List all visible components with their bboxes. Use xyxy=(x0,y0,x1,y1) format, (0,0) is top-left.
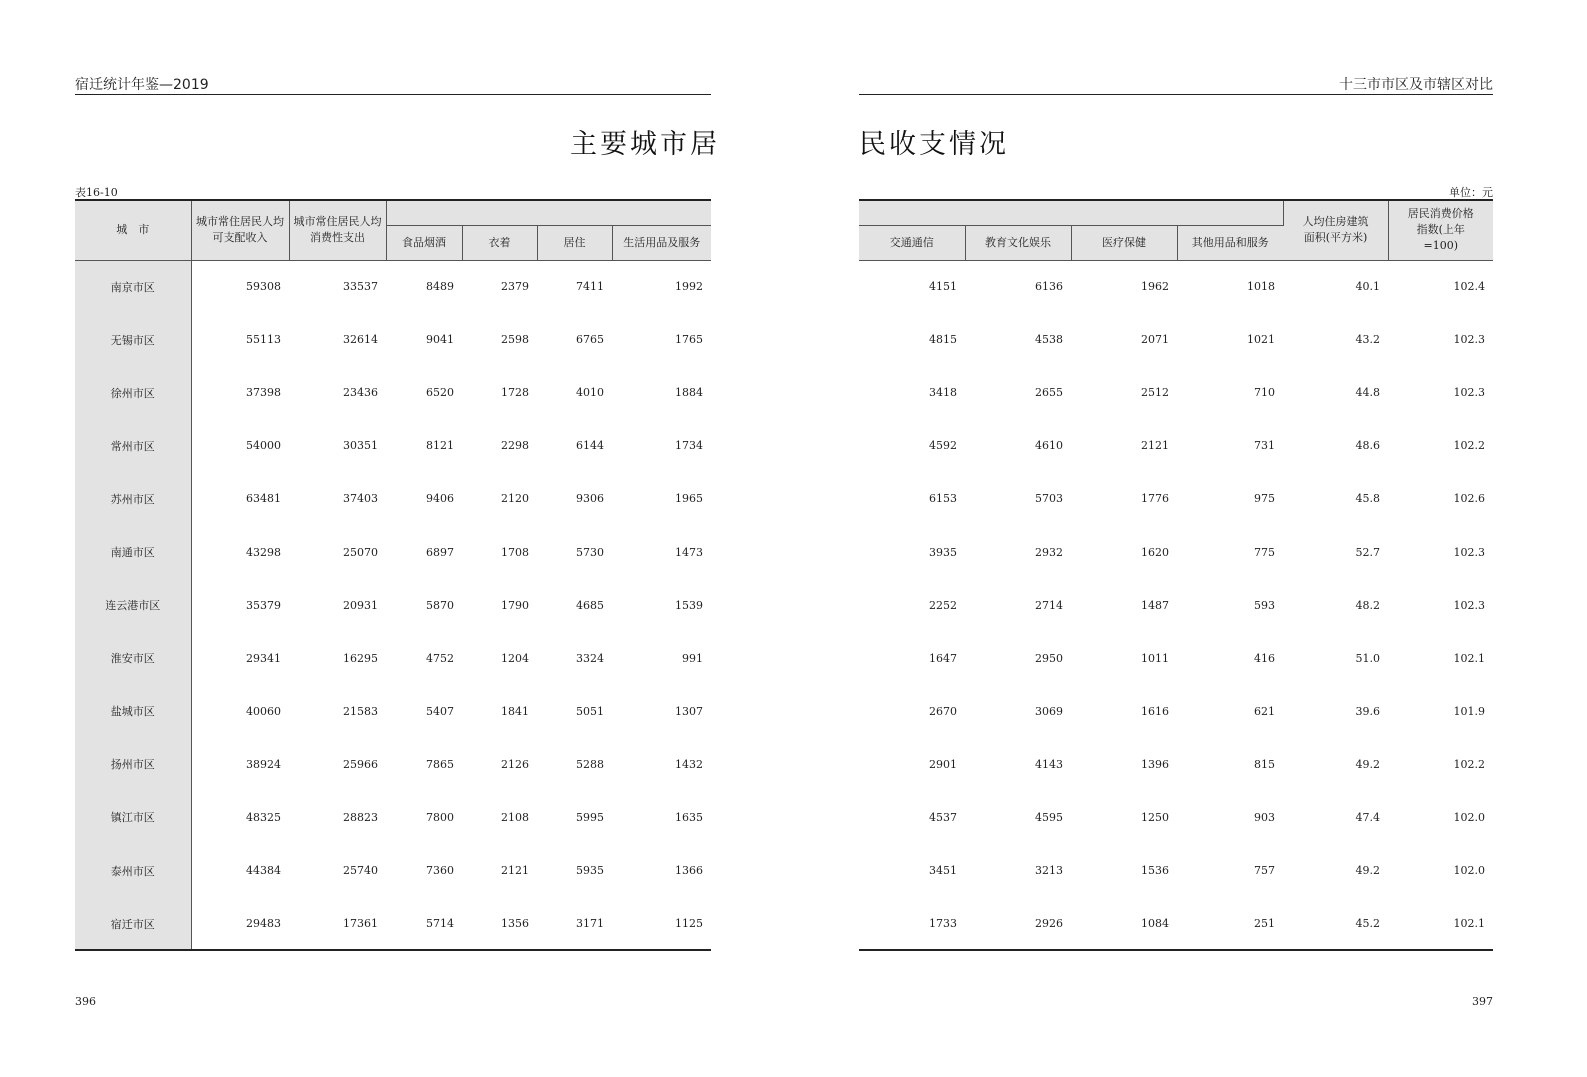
cell-daily: 1366 xyxy=(675,864,703,878)
cell-income: 55113 xyxy=(246,333,281,347)
cell-housing: 5730 xyxy=(576,545,604,559)
header-expense: 城市常住居民人均消费性支出 xyxy=(289,201,386,260)
cell-expense: 16295 xyxy=(343,651,378,665)
cell-clothing: 1356 xyxy=(501,917,529,931)
cell-expense: 32614 xyxy=(343,333,378,347)
table-number: 表16-10 xyxy=(75,186,118,199)
cell-housing: 4010 xyxy=(576,386,604,400)
cell-city: 无锡市区 xyxy=(75,313,191,366)
header-income: 城市常住居民人均可支配收入 xyxy=(191,201,289,260)
cell-daily: 1307 xyxy=(675,704,703,718)
header-blank-group-left xyxy=(386,201,711,225)
cell-income: 59308 xyxy=(246,280,281,294)
table-row xyxy=(75,472,711,525)
cell-education: 4595 xyxy=(1035,810,1063,824)
cell-city: 连云港市区 xyxy=(75,579,191,632)
cell-clothing: 2379 xyxy=(501,280,529,294)
page-title-right: 民收支情况 xyxy=(859,129,1009,160)
cell-medical: 1084 xyxy=(1141,917,1169,931)
cell-daily: 1765 xyxy=(675,333,703,347)
cell-daily: 1473 xyxy=(675,545,703,559)
cell-area: 48.2 xyxy=(1355,598,1380,612)
left-page xyxy=(0,0,793,1077)
cell-cpi: 102.2 xyxy=(1453,757,1485,771)
cell-transport: 3451 xyxy=(929,864,957,878)
cell-expense: 25740 xyxy=(343,864,378,878)
cell-food: 9406 xyxy=(426,492,454,506)
cell-expense: 21583 xyxy=(343,704,378,718)
table-row xyxy=(859,419,1493,472)
cell-transport: 1733 xyxy=(929,917,957,931)
table-row xyxy=(75,738,711,791)
cell-clothing: 1728 xyxy=(501,386,529,400)
cell-education: 2950 xyxy=(1035,651,1063,665)
cell-other: 621 xyxy=(1254,704,1275,718)
cell-area: 45.2 xyxy=(1355,917,1380,931)
cell-medical: 2071 xyxy=(1141,333,1169,347)
cell-income: 37398 xyxy=(246,386,281,400)
cell-food: 8489 xyxy=(426,280,454,294)
cell-cpi: 102.3 xyxy=(1453,598,1485,612)
cell-housing: 7411 xyxy=(576,280,604,294)
cell-other: 593 xyxy=(1254,598,1275,612)
cell-education: 5703 xyxy=(1035,492,1063,506)
table-row xyxy=(859,313,1493,366)
table-row xyxy=(75,791,711,844)
data-table-left xyxy=(75,201,711,950)
cell-income: 63481 xyxy=(246,492,281,506)
cell-city: 淮安市区 xyxy=(75,632,191,685)
cell-medical: 1250 xyxy=(1141,810,1169,824)
cell-cpi: 102.2 xyxy=(1453,439,1485,453)
cell-medical: 1776 xyxy=(1141,492,1169,506)
cell-other: 1018 xyxy=(1247,280,1275,294)
cell-education: 4538 xyxy=(1035,333,1063,347)
table-row xyxy=(75,632,711,685)
table-row xyxy=(859,844,1493,897)
cell-transport: 2901 xyxy=(929,757,957,771)
cell-clothing: 2108 xyxy=(501,810,529,824)
header-housing: 居住 xyxy=(537,225,612,260)
cell-city: 南通市区 xyxy=(75,525,191,578)
cell-education: 3069 xyxy=(1035,704,1063,718)
table-row xyxy=(75,366,711,419)
cell-daily: 1992 xyxy=(675,280,703,294)
cell-area: 39.6 xyxy=(1355,704,1380,718)
cell-transport: 4151 xyxy=(929,280,957,294)
cell-housing: 3324 xyxy=(576,651,604,665)
cell-daily: 1539 xyxy=(675,598,703,612)
cell-education: 4143 xyxy=(1035,757,1063,771)
cell-education: 2714 xyxy=(1035,598,1063,612)
cell-clothing: 1841 xyxy=(501,704,529,718)
cell-food: 4752 xyxy=(426,651,454,665)
cell-medical: 1536 xyxy=(1141,864,1169,878)
cell-transport: 4592 xyxy=(929,439,957,453)
cell-food: 9041 xyxy=(426,333,454,347)
cell-daily: 1734 xyxy=(675,439,703,453)
cell-expense: 25070 xyxy=(343,545,378,559)
cell-cpi: 102.0 xyxy=(1453,864,1485,878)
table-row xyxy=(859,579,1493,632)
cell-other: 903 xyxy=(1254,810,1275,824)
table-row xyxy=(75,260,711,313)
header-housing-area: 人均住房建筑面积(平方米) xyxy=(1283,201,1388,260)
cell-income: 54000 xyxy=(246,439,281,453)
table-row xyxy=(859,525,1493,578)
table-row xyxy=(75,897,711,950)
header-daily: 生活用品及服务 xyxy=(612,225,711,260)
cell-other: 815 xyxy=(1254,757,1275,771)
table-bottom-rule-right xyxy=(859,949,1493,951)
cell-area: 52.7 xyxy=(1355,545,1380,559)
header-rule-left xyxy=(75,94,711,95)
cell-expense: 30351 xyxy=(343,439,378,453)
cell-medical: 1011 xyxy=(1141,651,1169,665)
page-title-left: 主要城市居 xyxy=(570,129,720,160)
unit-label: 单位：元 xyxy=(1449,186,1493,199)
header-medical: 医疗保健 xyxy=(1071,225,1177,260)
cell-income: 29483 xyxy=(246,917,281,931)
cell-medical: 1620 xyxy=(1141,545,1169,559)
cell-transport: 3418 xyxy=(929,386,957,400)
cell-medical: 1616 xyxy=(1141,704,1169,718)
cell-transport: 6153 xyxy=(929,492,957,506)
cell-other: 710 xyxy=(1254,386,1275,400)
header-cpi: 居民消费价格指数(上年=100) xyxy=(1388,201,1493,260)
table-row xyxy=(859,685,1493,738)
table-row xyxy=(75,419,711,472)
cell-area: 44.8 xyxy=(1355,386,1380,400)
cell-daily: 1432 xyxy=(675,757,703,771)
cell-housing: 5995 xyxy=(576,810,604,824)
cell-education: 2926 xyxy=(1035,917,1063,931)
cell-housing: 6144 xyxy=(576,439,604,453)
cell-food: 5714 xyxy=(426,917,454,931)
cell-transport: 3935 xyxy=(929,545,957,559)
cell-income: 48325 xyxy=(246,810,281,824)
cell-area: 40.1 xyxy=(1355,280,1380,294)
cell-cpi: 102.1 xyxy=(1453,917,1485,931)
cell-education: 4610 xyxy=(1035,439,1063,453)
cell-city: 徐州市区 xyxy=(75,366,191,419)
cell-food: 5870 xyxy=(426,598,454,612)
cell-housing: 3171 xyxy=(576,917,604,931)
table-row xyxy=(859,897,1493,950)
cell-housing: 9306 xyxy=(576,492,604,506)
cell-other: 251 xyxy=(1254,917,1275,931)
cell-area: 45.8 xyxy=(1355,492,1380,506)
cell-expense: 17361 xyxy=(343,917,378,931)
cell-food: 7360 xyxy=(426,864,454,878)
cell-clothing: 2121 xyxy=(501,864,529,878)
header-transport: 交通通信 xyxy=(859,225,965,260)
cell-other: 416 xyxy=(1254,651,1275,665)
cell-income: 40060 xyxy=(246,704,281,718)
cell-area: 48.6 xyxy=(1355,439,1380,453)
header-blank-group-right xyxy=(859,201,1283,225)
cell-medical: 1396 xyxy=(1141,757,1169,771)
table-row xyxy=(859,738,1493,791)
cell-cpi: 102.6 xyxy=(1453,492,1485,506)
cell-medical: 2512 xyxy=(1141,386,1169,400)
cell-daily: 1965 xyxy=(675,492,703,506)
table-row xyxy=(859,366,1493,419)
cell-food: 6520 xyxy=(426,386,454,400)
cell-transport: 1647 xyxy=(929,651,957,665)
header-rule-right xyxy=(859,94,1493,95)
cell-education: 3213 xyxy=(1035,864,1063,878)
cell-other: 731 xyxy=(1254,439,1275,453)
table-row xyxy=(859,472,1493,525)
cell-area: 43.2 xyxy=(1355,333,1380,347)
cell-cpi: 101.9 xyxy=(1453,704,1485,718)
table-row xyxy=(75,579,711,632)
cell-other: 757 xyxy=(1254,864,1275,878)
cell-daily: 1884 xyxy=(675,386,703,400)
page-number-right: 397 xyxy=(1472,995,1493,1008)
cell-area: 49.2 xyxy=(1355,864,1380,878)
cell-city: 南京市区 xyxy=(75,260,191,313)
cell-expense: 28823 xyxy=(343,810,378,824)
cell-area: 49.2 xyxy=(1355,757,1380,771)
cell-city: 苏州市区 xyxy=(75,472,191,525)
table-row xyxy=(859,260,1493,313)
cell-expense: 20931 xyxy=(343,598,378,612)
header-clothing: 衣着 xyxy=(462,225,537,260)
cell-cpi: 102.3 xyxy=(1453,333,1485,347)
cell-transport: 2670 xyxy=(929,704,957,718)
cell-housing: 5935 xyxy=(576,864,604,878)
cell-other: 775 xyxy=(1254,545,1275,559)
cell-expense: 37403 xyxy=(343,492,378,506)
cell-clothing: 2126 xyxy=(501,757,529,771)
page-number-left: 396 xyxy=(75,995,96,1008)
cell-expense: 25966 xyxy=(343,757,378,771)
cell-medical: 1962 xyxy=(1141,280,1169,294)
cell-cpi: 102.4 xyxy=(1453,280,1485,294)
cell-food: 5407 xyxy=(426,704,454,718)
header-city: 城 市 xyxy=(75,201,191,260)
cell-medical: 1487 xyxy=(1141,598,1169,612)
cell-clothing: 1708 xyxy=(501,545,529,559)
data-table-right xyxy=(859,201,1493,950)
table-row xyxy=(859,791,1493,844)
cell-city: 镇江市区 xyxy=(75,791,191,844)
cell-education: 2932 xyxy=(1035,545,1063,559)
cell-city: 常州市区 xyxy=(75,419,191,472)
cell-food: 8121 xyxy=(426,439,454,453)
cell-cpi: 102.3 xyxy=(1453,545,1485,559)
cell-other: 1021 xyxy=(1247,333,1275,347)
cell-clothing: 2120 xyxy=(501,492,529,506)
cell-cpi: 102.0 xyxy=(1453,810,1485,824)
running-head-right: 十三市市区及市辖区对比 xyxy=(1339,77,1493,93)
cell-housing: 5288 xyxy=(576,757,604,771)
cell-clothing: 2598 xyxy=(501,333,529,347)
cell-expense: 23436 xyxy=(343,386,378,400)
cell-transport: 2252 xyxy=(929,598,957,612)
cell-expense: 33537 xyxy=(343,280,378,294)
cell-education: 6136 xyxy=(1035,280,1063,294)
cell-medical: 2121 xyxy=(1141,439,1169,453)
header-other: 其他用品和服务 xyxy=(1177,225,1283,260)
cell-transport: 4537 xyxy=(929,810,957,824)
cell-housing: 5051 xyxy=(576,704,604,718)
cell-other: 975 xyxy=(1254,492,1275,506)
right-page xyxy=(793,0,1587,1077)
header-education: 教育文化娱乐 xyxy=(965,225,1071,260)
cell-area: 47.4 xyxy=(1355,810,1380,824)
cell-income: 29341 xyxy=(246,651,281,665)
cell-clothing: 1204 xyxy=(501,651,529,665)
cell-education: 2655 xyxy=(1035,386,1063,400)
cell-city: 宿迁市区 xyxy=(75,897,191,950)
cell-income: 35379 xyxy=(246,598,281,612)
cell-food: 7800 xyxy=(426,810,454,824)
table-row xyxy=(75,525,711,578)
table-row xyxy=(75,685,711,738)
cell-housing: 4685 xyxy=(576,598,604,612)
cell-daily: 1635 xyxy=(675,810,703,824)
table-row xyxy=(75,844,711,897)
table-row xyxy=(859,632,1493,685)
cell-city: 盐城市区 xyxy=(75,685,191,738)
cell-income: 43298 xyxy=(246,545,281,559)
header-food: 食品烟酒 xyxy=(386,225,462,260)
cell-daily: 1125 xyxy=(675,917,703,931)
cell-cpi: 102.3 xyxy=(1453,386,1485,400)
table-bottom-rule-left xyxy=(75,949,711,951)
cell-cpi: 102.1 xyxy=(1453,651,1485,665)
cell-income: 38924 xyxy=(246,757,281,771)
table-row xyxy=(75,313,711,366)
cell-clothing: 1790 xyxy=(501,598,529,612)
cell-daily: 991 xyxy=(682,651,703,665)
cell-area: 51.0 xyxy=(1355,651,1380,665)
cell-city: 扬州市区 xyxy=(75,738,191,791)
cell-housing: 6765 xyxy=(576,333,604,347)
cell-clothing: 2298 xyxy=(501,439,529,453)
cell-food: 7865 xyxy=(426,757,454,771)
cell-food: 6897 xyxy=(426,545,454,559)
cell-city: 泰州市区 xyxy=(75,844,191,897)
cell-transport: 4815 xyxy=(929,333,957,347)
running-head-left: 宿迁统计年鉴—2019 xyxy=(75,77,209,93)
cell-income: 44384 xyxy=(246,864,281,878)
